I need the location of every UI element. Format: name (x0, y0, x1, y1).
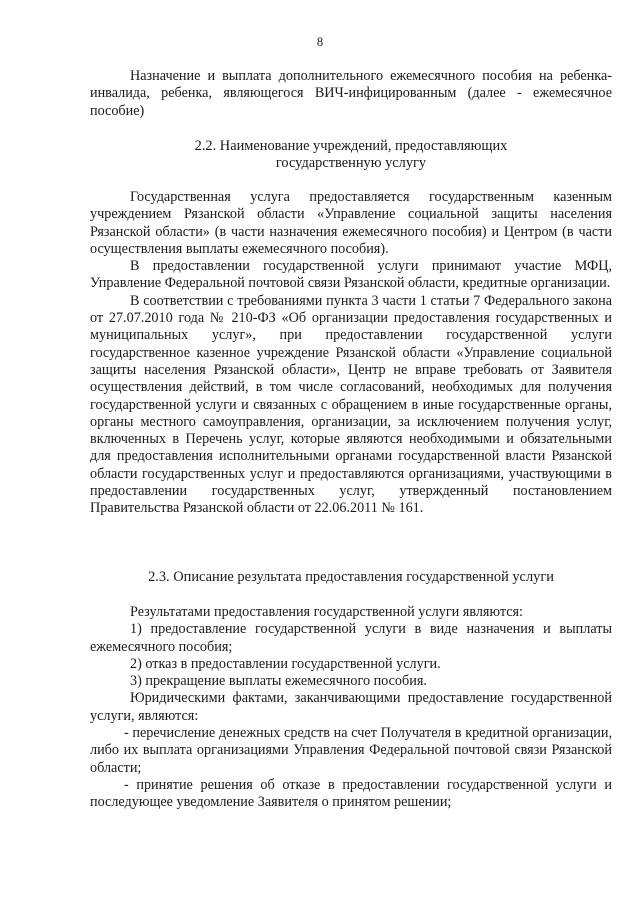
section-2-2-heading-line1: 2.2. Наименование учреждений, предоставляющих (194, 138, 508, 154)
result-item-1: 1) предоставление государственной услуги в виде назначения и выплаты ежемесячного пособия; (90, 621, 612, 655)
fact-item-1: - перечисление денежных средств на счет Получателя в кредитной организации, либо их выплата организациями Управления Федеральной почтовой связи Рязанской области; (90, 725, 612, 776)
section-2-2-body (90, 189, 612, 518)
intro-block (90, 68, 612, 120)
section-2-2-paragraph-2: В предоставлении государственной услуги принимают участие МФЦ, Управление Федеральной почтовой связи Рязанской области, кредитные организации. (90, 258, 612, 292)
section-2-2-paragraph-3: В соответствии с требованиями пункта 3 части 1 статьи 7 Федерального закона от 27.07.2010 года № 210-ФЗ «Об организации предоставления государственных и муниципальных услуг», при предоставлении государственной услуги государственное казенное учреждение Рязанской области «Управление социальной защиты населения Рязанской области», Центр не вправе требовать от Заявителя осуществления действий, в том числе согласований, необходимых для получения государственной услуги и связанных с обращением в иные государственные органы, органы местного самоуправления, организации, за исключением получения услуг, включенных в Перечень услуг, которые являются необходимыми и обязательными для предоставления исполнительными органами государственной власти Рязанской области государственных услуг и предоставляются организациями, участвующими в предоставлении государственных услуг, утвержденный постановлением Правительства Рязанской области от 22.06.2011 № 161. (90, 292, 612, 517)
result-item-2: 2) отказ в предоставлении государственной услуги. (130, 655, 441, 672)
result-item-3: 3) прекращение выплаты ежемесячного пособия. (130, 673, 427, 690)
fact-item-2: - принятие решения об отказе в предоставлении государственной услуги и последующее уведомление Заявителя о принятом решении; (90, 776, 612, 811)
section-2-3-body (90, 604, 612, 812)
section-2-2-heading-line2: государственную услугу (275, 155, 427, 171)
intro-paragraph: Назначение и выплата дополнительного ежемесячного пособия на ребенка-инвалида, ребенка, являющегося ВИЧ-инфицированным (далее - ежемесячное пособие) (90, 68, 612, 119)
page-number: 8 (316, 35, 324, 49)
section-2-2-paragraph-1: Государственная услуга предоставляется государственным казенным учреждением Рязанской области «Управление социальной защиты населения Рязанской области» (в части назначения ежемесячного пособия) и Центром (в части осуществления выплаты ежемесячного пособия). (90, 189, 612, 257)
facts-intro: Юридическими фактами, заканчивающими предоставление государственной услуги, являются: (90, 690, 612, 724)
section-2-3-heading: 2.3. Описание результата предоставления государственной услуги (148, 569, 554, 585)
results-intro: Результатами предоставления государственной услуги являются: (130, 604, 524, 620)
